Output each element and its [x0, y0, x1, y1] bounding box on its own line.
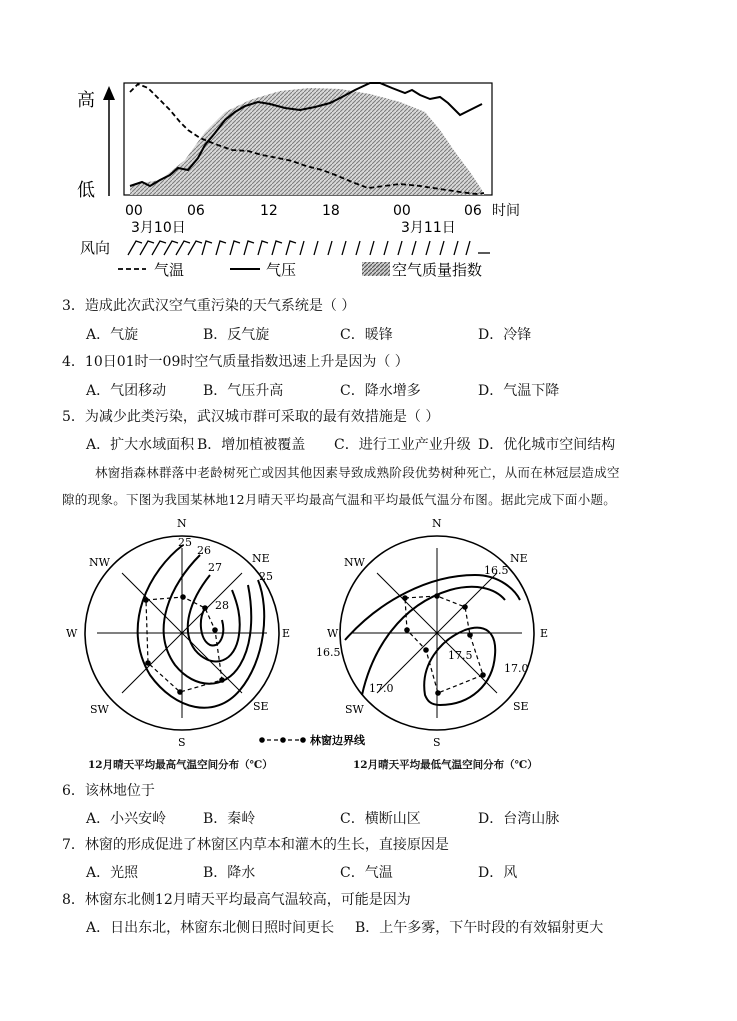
right-dir-W: W: [327, 627, 339, 640]
legend-aqi-swatch: [362, 262, 390, 276]
right-dir-SW: SW: [345, 703, 364, 716]
right-dir-SE: SE: [513, 700, 529, 713]
left-dir-NW: NW: [89, 556, 110, 569]
isotherm-label: 25: [178, 536, 192, 549]
left-dir-E: E: [282, 627, 291, 640]
option[interactable]: A．气旋: [86, 327, 139, 343]
isotherm-label: 26: [197, 544, 211, 557]
option[interactable]: B．增加植被覆盖: [197, 437, 306, 453]
option[interactable]: D．冷锋: [478, 327, 532, 343]
x-tick: 06: [464, 203, 482, 219]
legend-aqi-label: 空气质量指数: [392, 261, 483, 279]
legend-temp-label: 气温: [154, 261, 185, 279]
isotherm-label: 17.0: [504, 662, 529, 675]
option[interactable]: C．暖锋: [340, 327, 393, 343]
right-gap-boundary: [405, 596, 483, 693]
x-tick: 00: [393, 203, 411, 219]
left-dir-SW: SW: [90, 703, 109, 716]
right-dir-S: S: [433, 736, 441, 749]
forest-gap-maps: [0, 510, 737, 780]
option[interactable]: C．降水增多: [340, 383, 421, 399]
option[interactable]: B．上午多雾，下午时段的有效辐射更大: [355, 920, 604, 936]
option[interactable]: D．气温下降: [478, 383, 560, 399]
left-dir-S: S: [178, 736, 186, 749]
question-4: 4．10日01时一09时空气质量指数迅速上升是因为（ ）: [62, 354, 409, 370]
isotherm-label: 16.5: [484, 564, 509, 577]
wind-barbs: [128, 241, 490, 255]
left-dir-SE: SE: [253, 700, 269, 713]
date-label: 3月10日: [131, 220, 186, 236]
boundary-legend-label: 林窗边界线: [310, 734, 365, 747]
passage-line-2: 隙的现象。下图为我国某林地12月晴天平均最高气温和平均最低气温分布图。据此完成下面小题。: [62, 492, 617, 507]
legend-pressure-label: 气压: [266, 261, 297, 279]
option[interactable]: A．小兴安岭: [86, 811, 167, 827]
right-dir-NW: NW: [344, 556, 365, 569]
y-high-label: 高: [77, 90, 95, 111]
passage-line-1: 林窗指森林群落中老龄树死亡或因其他因素导致成熟阶段优势树种死亡，从而在林冠层造成空: [95, 465, 620, 480]
left-map-caption: 12月晴天平均最高气温空间分布（℃）: [88, 759, 273, 771]
option[interactable]: B．反气旋: [203, 327, 270, 343]
isotherm-label: 17.0: [369, 682, 394, 695]
y-axis-arrow: [103, 86, 115, 100]
x-tick: 12: [260, 203, 278, 219]
option[interactable]: A．扩大水域面积: [86, 437, 195, 453]
option[interactable]: B．降水: [203, 865, 256, 881]
left-dir-W: W: [66, 627, 78, 640]
option[interactable]: C．进行工业产业升级: [334, 437, 471, 453]
question-6: 6．该林地位于: [62, 783, 155, 799]
question-7: 7．林窗的形成促进了林窗区内草本和灌木的生长，直接原因是: [62, 837, 449, 853]
right-dir-N: N: [432, 517, 442, 530]
option[interactable]: B．秦岭: [203, 811, 256, 827]
right-map-caption: 12月晴天平均最低气温空间分布（℃）: [353, 759, 538, 771]
option[interactable]: D．风: [478, 865, 518, 881]
question-5: 5．为减少此类污染，武汉城市群可采取的最有效措施是（ ）: [62, 409, 440, 425]
left-dir-N: N: [177, 517, 187, 530]
left-isotherms: [138, 545, 265, 708]
option[interactable]: D．台湾山脉: [478, 811, 560, 827]
option[interactable]: C．横断山区: [340, 811, 421, 827]
option[interactable]: A．光照: [86, 865, 139, 881]
isotherm-label: 25: [259, 570, 273, 583]
option[interactable]: B．气压升高: [203, 383, 284, 399]
aqi-area: [130, 88, 484, 195]
right-dir-E: E: [540, 627, 549, 640]
option[interactable]: C．气温: [340, 865, 393, 881]
question-3: 3．造成此次武汉空气重污染的天气系统是（ ）: [62, 298, 356, 314]
isotherm-label: 17.5: [448, 649, 473, 662]
isotherm-label: 27: [208, 561, 222, 574]
question-8: 8．林窗东北侧12月晴天平均最高气温较高，可能是因为: [62, 892, 411, 908]
x-tick: 18: [322, 203, 340, 219]
right-dir-NE: NE: [510, 552, 528, 565]
option[interactable]: A．气团移动: [86, 383, 167, 399]
left-dir-NE: NE: [252, 552, 270, 565]
x-tick: 06: [187, 203, 205, 219]
date-label: 3月11日: [401, 220, 456, 236]
wind-label: 风向: [80, 239, 111, 257]
y-low-label: 低: [77, 180, 95, 201]
weather-chart: [0, 0, 737, 285]
isotherm-label: 28: [215, 599, 229, 612]
isotherm-label: 16.5: [316, 646, 341, 659]
option[interactable]: D．优化城市空间结构: [478, 437, 616, 453]
x-tick: 00: [125, 203, 143, 219]
x-axis-title: 时间: [492, 203, 520, 219]
option[interactable]: A．日出东北，林窗东北侧日照时间更长: [86, 920, 335, 936]
